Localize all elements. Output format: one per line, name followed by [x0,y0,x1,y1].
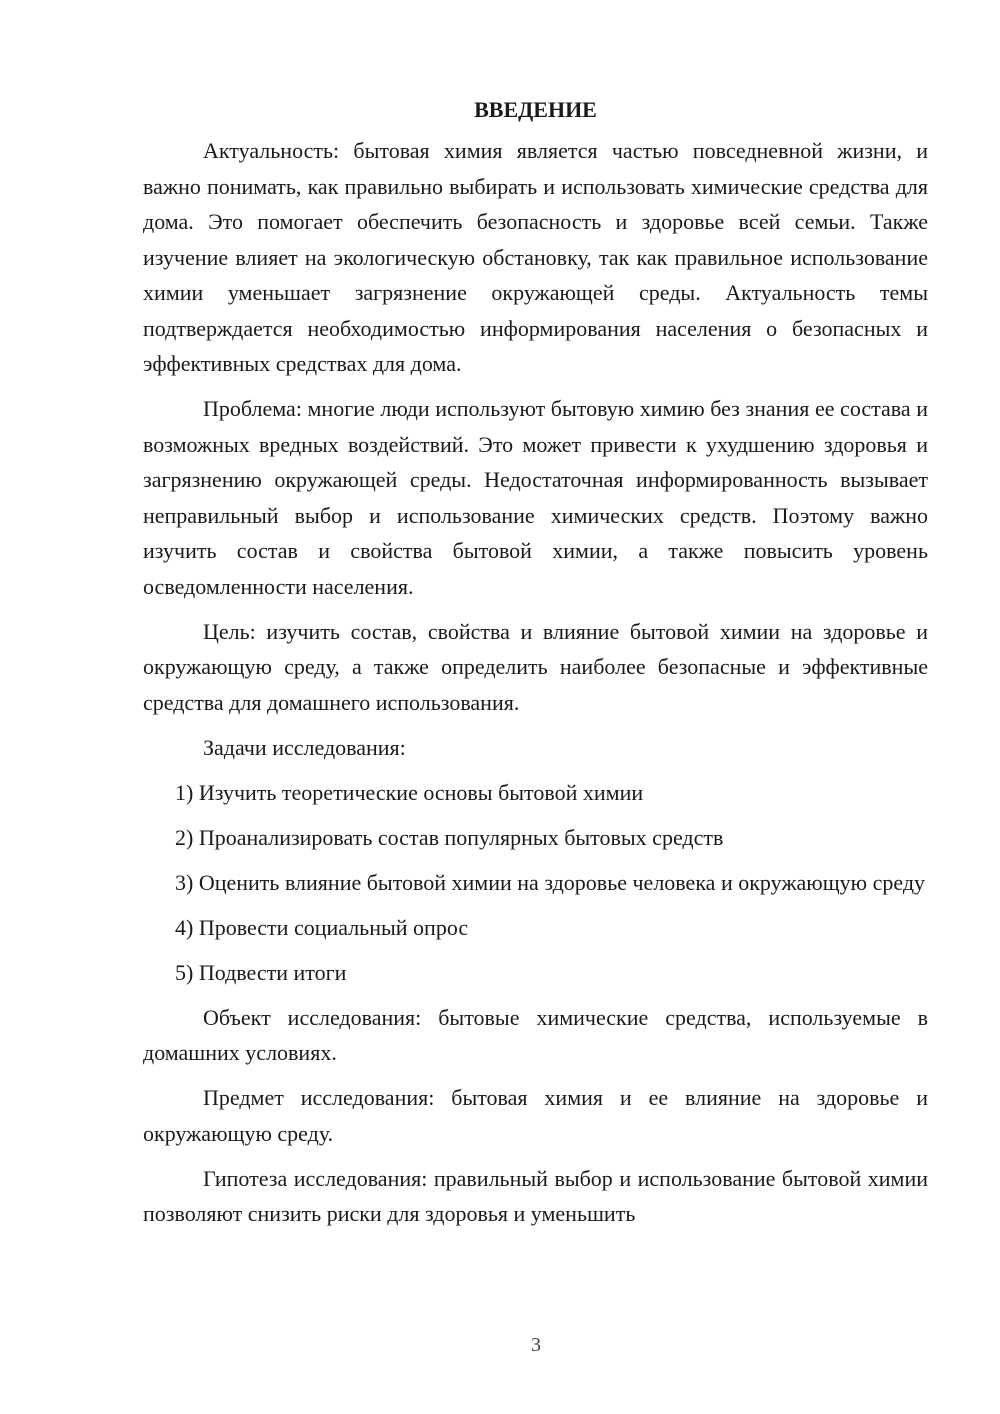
section-heading: ВВЕДЕНИЕ [474,97,597,122]
tasks-heading: Задачи исследования: [203,734,406,760]
task-item-3: 3) Оценить влияние бытовой химии на здоровье человека и окружающую среду [175,869,926,895]
object-paragraph: Объект исследования: бытовые химические средства, используемые в домашних условиях. [143,1004,928,1065]
task-item-4: 4) Провести социальный опрос [175,914,469,940]
task-item-2: 2) Проанализировать состав популярных бытовых средств [175,824,724,850]
subject-paragraph: Предмет исследования: бытовая химия и ее влияние на здоровье и окружающую среду. [143,1085,928,1146]
relevance-paragraph: Актуальность: бытовая химия является частью повседневной жизни, и важно понимать, как правильно выбирать и использовать химические средства для дома. Это помогает обеспечить безопасность и здоровье всей семьи. Также изучение влияет на экологическую обстановку, так как правильное использование химии уменьшает загрязнение окружающей среды. Актуальность темы подтверждается необходимостью информирования населения о безопасных и эффективных средствах для дома. [143,138,928,376]
hypothesis-paragraph: Гипотеза исследования: правильный выбор и использование бытовой химии позволяют снизить риски для здоровья и уменьшить [143,1165,928,1226]
task-item-1: 1) Изучить теоретические основы бытовой химии [175,779,644,805]
goal-paragraph: Цель: изучить состав, свойства и влияние бытовой химии на здоровье и окружающую среду, а также определить наиболее безопасные и эффективные средства для домашнего использования. [143,618,928,715]
problem-paragraph: Проблема: многие люди используют бытовую химию без знания ее состава и возможных вредных воздействий. Это может привести к ухудшению здоровья и загрязнению окружающей среды. Недостаточная информированность вызывает неправильный выбор и использование химических средств. Поэтому важно изучить состав и свойства бытовой химии, а также повысить уровень осведомленности населения. [143,396,928,599]
task-item-5: 5) Подвести итоги [175,959,347,985]
document-page [143,92,928,1241]
page-number: 3 [531,1334,541,1356]
